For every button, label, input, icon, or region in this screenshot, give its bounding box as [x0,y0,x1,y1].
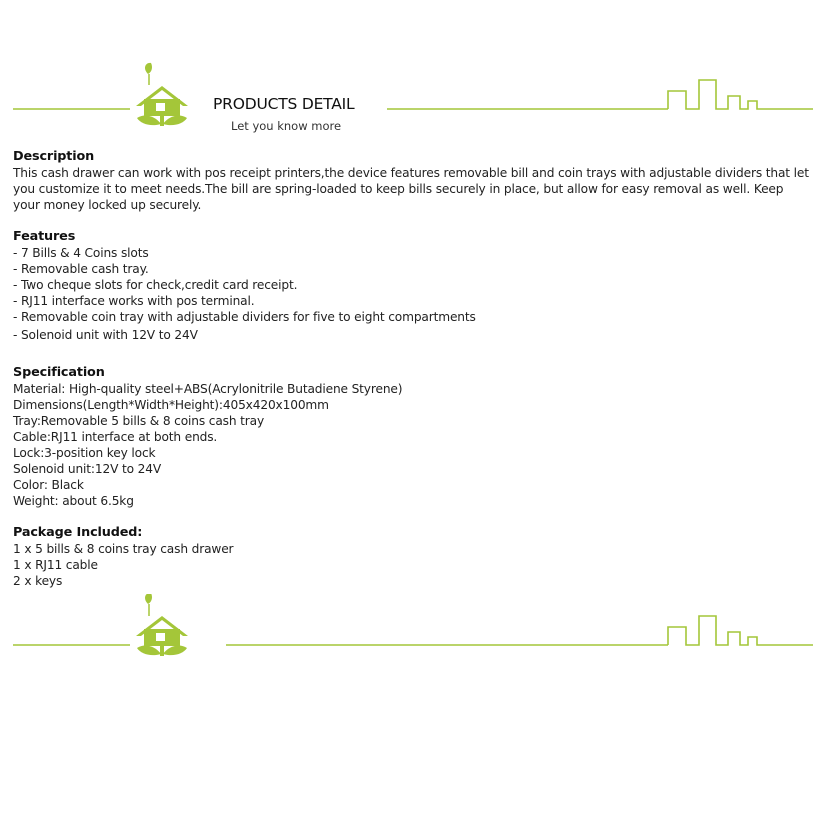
skyline-icon [668,80,813,109]
description-text: This cash drawer can work with pos receipt printers,the device features removable bill and coin trays with adjustable dividers that let you customize it to meet needs.The bill are spring-loaded to keep bills securely in place, but allow for easy removal as well. Keep your money locked up securely. [13,166,809,212]
house-leaf-icon [136,63,188,126]
spec-item: Color: Black [13,478,84,492]
package-item: 1 x RJ11 cable [13,558,98,572]
spec-item: Weight: about 6.5kg [13,494,134,508]
feature-item: - Removable coin tray with adjustable dividers for five to eight compartments [13,310,476,324]
page-subtitle: Let you know more [231,119,342,133]
spec-item: Lock:3-position key lock [13,446,156,460]
product-detail-content [13,149,813,589]
package-heading: Package Included: [13,525,143,540]
feature-item: - RJ11 interface works with pos terminal. [13,294,255,308]
bottom-banner-decoration [0,594,833,674]
spec-item: Tray:Removable 5 bills & 8 coins cash tray [13,414,265,428]
features-heading: Features [13,229,76,244]
feature-item: - Two cheque slots for check,credit card receipt. [13,278,298,292]
package-item: 1 x 5 bills & 8 coins tray cash drawer [13,542,234,556]
spec-item: Cable:RJ11 interface at both ends. [13,430,218,444]
feature-item: - Removable cash tray. [13,262,149,276]
house-leaf-icon [136,594,188,656]
feature-item: - Solenoid unit with 12V to 24V [13,328,198,342]
specification-heading: Specification [13,365,105,380]
package-item: 2 x keys [13,574,63,588]
page-title: PRODUCTS DETAIL [213,95,355,113]
spec-item: Dimensions(Length*Width*Height):405x420x100mm [13,398,329,412]
spec-item: Solenoid unit:12V to 24V [13,462,162,476]
header-title-block [213,95,355,133]
top-banner-decoration [0,58,833,138]
description-heading: Description [13,149,95,164]
skyline-icon [668,616,813,645]
spec-item: Material: High-quality steel+ABS(Acrylonitrile Butadiene Styrene) [13,382,403,396]
feature-item: - 7 Bills & 4 Coins slots [13,246,149,260]
